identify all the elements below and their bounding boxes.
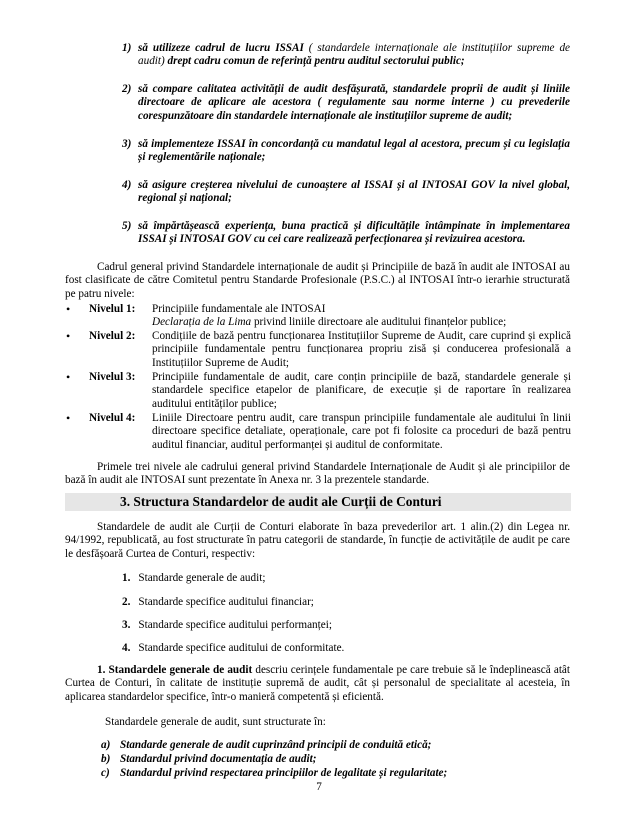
level-item — [66, 412, 571, 452]
paragraph-text: Standardele generale de audit, sunt structurate în: — [105, 716, 326, 728]
level-text: Liniile Directoare pentru audit, care transpun principiile fundamentale ale auditului în linii directoare specifice detaliate, operaționale, care pot fi folosite ca proceduri de bază pentru auditul financiar, auditul performanței și auditul de conformitate. — [152, 412, 571, 451]
standard-text: Standarde specifice auditului de conformitate. — [138, 642, 345, 654]
category-letter: c) — [101, 767, 110, 779]
bullet-icon: • — [66, 411, 71, 425]
standard-item — [122, 572, 265, 585]
bullet-icon: • — [66, 302, 71, 316]
section-heading: 3. Structura Standardelor de audit ale Curții de Conturi — [120, 494, 442, 509]
standard-text: Standarde specifice auditului performanței; — [138, 619, 332, 631]
paragraph-primele — [65, 461, 570, 488]
category-text: Standarde generale de audit cuprinzând principii de conduită etică; — [120, 739, 432, 751]
category-item — [101, 767, 571, 780]
objective-item — [122, 138, 570, 165]
objective-item — [122, 83, 570, 123]
standard-item — [122, 642, 344, 655]
objective-text: să împărtășească experiența, buna practică și dificultățile întâmpinate în implementarea ISSAI și INTOSAI GOV cu cei care realizează perfecționarea și revizuirea acestora. — [138, 220, 570, 246]
paragraph-standarde — [65, 521, 570, 561]
standard-number: 4. — [122, 642, 131, 654]
paragraph-structurate — [65, 716, 570, 729]
level-subtext: Declarația de la Lima — [152, 316, 252, 329]
level-text: Condițiile de bază pentru funcționarea Instituțiilor Supreme de Audit, care cuprind și explică principiile fundamentale pentru funcționarea propriu zisă și conducerea profesională a Instituțiilor Supreme de Audit; — [152, 330, 571, 369]
level-label: Nivelul 1: — [89, 303, 136, 315]
category-item — [101, 739, 571, 752]
objective-text: să asigure creșterea nivelului de cunoaștere al ISSAI și al INTOSAI GOV la nivel global, regional și național; — [138, 179, 570, 205]
objective-text: ( standardele internaționale ale instituțiilor supreme de audit) — [138, 42, 571, 68]
page-number: 7 — [316, 781, 322, 793]
paragraph-text: Primele trei nivele ale cadrului general privind Standardele Internaționale de Audit și ale principiilor de bază în audit ale INTOSAI sunt prezentate în Anexa nr. 3 la prezentele standarde. — [65, 461, 570, 487]
paragraph-text: descriu cerințele fundamentale pe care trebuie să le îndeplinească atât Curtea de Conturi, în calitate de instituție supremă de audit, cât și personalul de specialitate al acesteia, în aplicarea standardelor specifice, într-o manieră competentă și eficientă. — [65, 664, 571, 703]
level-item — [66, 371, 571, 411]
category-letter: a) — [101, 739, 111, 751]
level-subtext: privind liniile directoare ale auditului finanțelor publice; — [251, 316, 507, 329]
level-label: Nivelul 4: — [89, 412, 136, 424]
objective-number: 1) — [122, 42, 132, 54]
category-text: Standardul privind respectarea principiilor de legalitate și regularitate; — [120, 767, 448, 779]
standard-number: 1. — [122, 572, 131, 584]
objective-text: drept cadru comun de referință pentru auditul sectorului public; — [164, 55, 465, 68]
standard-number: 2. — [122, 596, 131, 608]
level-item — [66, 330, 571, 370]
paragraph-text: Standardele de audit ale Curții de Conturi elaborate în baza prevederilor art. 1 alin.(2) din Legea nr. 94/1992, republicată, au fost structurate în patru categorii de standarde, în funcție de activitățile de audit pe care le desfășoară Curtea de Conturi, respectiv: — [65, 521, 570, 560]
objective-text: să compare calitatea activității de audit desfășurată, standardele proprii de audit și liniile directoare de aplicare ale acestora ( regulamente sau norme interne ) cu prevederile corespunzătoare din standardele internaționale ale instituțiilor supreme de audit; — [138, 83, 570, 122]
paragraph-generale — [65, 664, 570, 704]
objective-text: să implementeze ISSAI în concordanță cu mandatul legal al acestora, precum și cu legislația și reglementările naționale; — [138, 138, 570, 164]
bullet-icon: • — [66, 370, 71, 384]
standard-text: Standarde specifice auditului financiar; — [138, 596, 314, 608]
level-text: Principiile fundamentale de audit, care conțin principiile de bază, standardele generale și standardele specifice etapelor de planificare, de execuție și de raportare în realizarea auditului entităților publice; — [152, 371, 571, 410]
standard-number: 3. — [122, 619, 131, 631]
objective-item — [122, 42, 570, 69]
paragraph-cadru — [65, 261, 570, 301]
category-letter: b) — [101, 753, 111, 765]
standard-item — [122, 619, 332, 632]
objective-item — [122, 179, 570, 206]
objective-item — [122, 220, 570, 247]
objective-number: 5) — [122, 220, 132, 232]
level-item — [66, 303, 571, 330]
paragraph-text-bold: 1. Standardele generale de audit — [97, 664, 253, 676]
category-item — [101, 753, 571, 766]
objective-number: 3) — [122, 138, 132, 150]
level-label: Nivelul 3: — [89, 371, 136, 383]
objective-number: 4) — [122, 179, 132, 191]
objective-text: să utilizeze cadrul de lucru ISSAI — [138, 42, 304, 54]
paragraph-text: Cadrul general privind Standardele internaționale de audit și Principiile de bază în audit ale INTOSAI au fost clasificate de către Comitetul pentru Standarde Profesionale (P.S.C.) al INTOSAI într-o ierarhie structurată pe patru nivele: — [65, 261, 570, 300]
level-text: Principiile fundamentale ale INTOSAI — [152, 303, 326, 315]
standard-text: Standarde generale de audit; — [138, 572, 266, 584]
standard-item — [122, 596, 314, 609]
objective-number: 2) — [122, 83, 132, 95]
bullet-icon: • — [66, 329, 71, 343]
category-text: Standardul privind documentația de audit; — [120, 753, 317, 765]
level-label: Nivelul 2: — [89, 330, 136, 342]
